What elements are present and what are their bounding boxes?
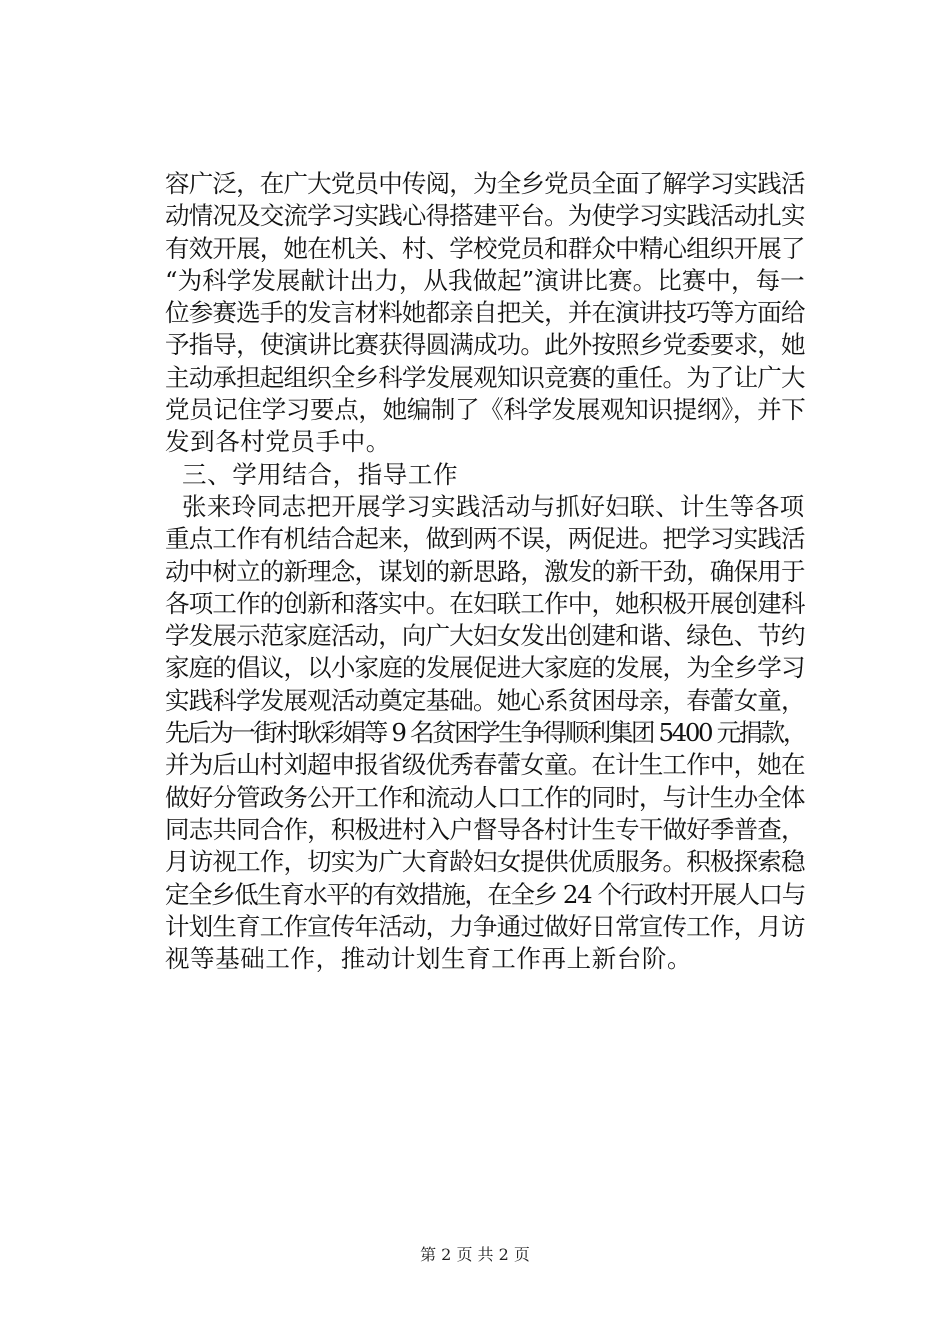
section-heading: 三、学用结合，指导工作: [182, 459, 459, 489]
text-line: 实践科学发展观活动奠定基础。她心系贫困母亲，春蕾女童，: [165, 685, 805, 715]
text-line: 计划生育工作宣传年活动，力争通过做好日常宣传工作，月访: [165, 911, 805, 941]
text-line: 容广泛，在广大党员中传阅，为全乡党员全面了解学习实践活: [165, 169, 805, 198]
text-line: 学发展示范家庭活动，向广大妇女发出创建和谐、绿色、节约: [165, 621, 805, 651]
text-line: 月访视工作，切实为广大育龄妇女提供优质服务。积极探索稳: [165, 847, 805, 877]
text-line: 主动承担起组织全乡科学发展观知识竞赛的重任。为了让广大: [165, 362, 805, 392]
text-line: 有效开展，她在机关、村、学校党员和群众中精心组织开展了: [165, 233, 805, 263]
text-line: 家庭的倡议，以小家庭的发展促进大家庭的发展，为全乡学习: [165, 653, 805, 683]
text-line: 并为后山村刘超申报省级优秀春蕾女童。在计生工作中，她在: [165, 750, 805, 780]
body-text: [165, 168, 805, 975]
text-line: 动情况及交流学习实践心得搭建平台。为使学习实践活动扎实: [165, 201, 805, 231]
text-line: “为科学发展献计出力，从我做起”演讲比赛。比赛中，每一: [165, 265, 805, 295]
text-line: 位参赛选手的发言材料她都亲自把关，并在演讲技巧等方面给: [165, 298, 805, 328]
text-line: 各项工作的创新和落实中。在妇联工作中，她积极开展创建科: [165, 588, 805, 618]
text-line: 动中树立的新理念，谋划的新思路，激发的新干劲，确保用于: [165, 556, 805, 586]
text-line: 定全乡低生育水平的有效措施，在全乡 24 个行政村开展人口与: [165, 879, 805, 909]
page-footer: [0, 1245, 950, 1265]
text-line: 张来玲同志把开展学习实践活动与抓好妇联、计生等各项: [182, 491, 805, 521]
text-line: 做好分管政务公开工作和流动人口工作的同时，与计生办全体: [165, 782, 805, 812]
text-line: 先后为一街村耿彩娟等 9 名贫困学生争得顺利集团 5400 元捐款，: [165, 718, 805, 748]
text-line: 发到各村党员手中。: [165, 427, 391, 457]
page-number-label: 第 2 页 共 2 页: [420, 1245, 530, 1264]
text-line: 同志共同合作，积极进村入户督导各村计生专干做好季普查，: [165, 814, 805, 844]
text-line: 予指导，使演讲比赛获得圆满成功。此外按照乡党委要求，她: [165, 330, 805, 360]
text-line: 党员记住学习要点，她编制了《科学发展观知识提纲》，并下: [165, 395, 806, 425]
text-line: 视等基础工作，推动计划生育工作再上新台阶。: [165, 944, 693, 974]
text-line: 重点工作有机结合起来，做到两不误，两促进。把学习实践活: [165, 524, 805, 554]
